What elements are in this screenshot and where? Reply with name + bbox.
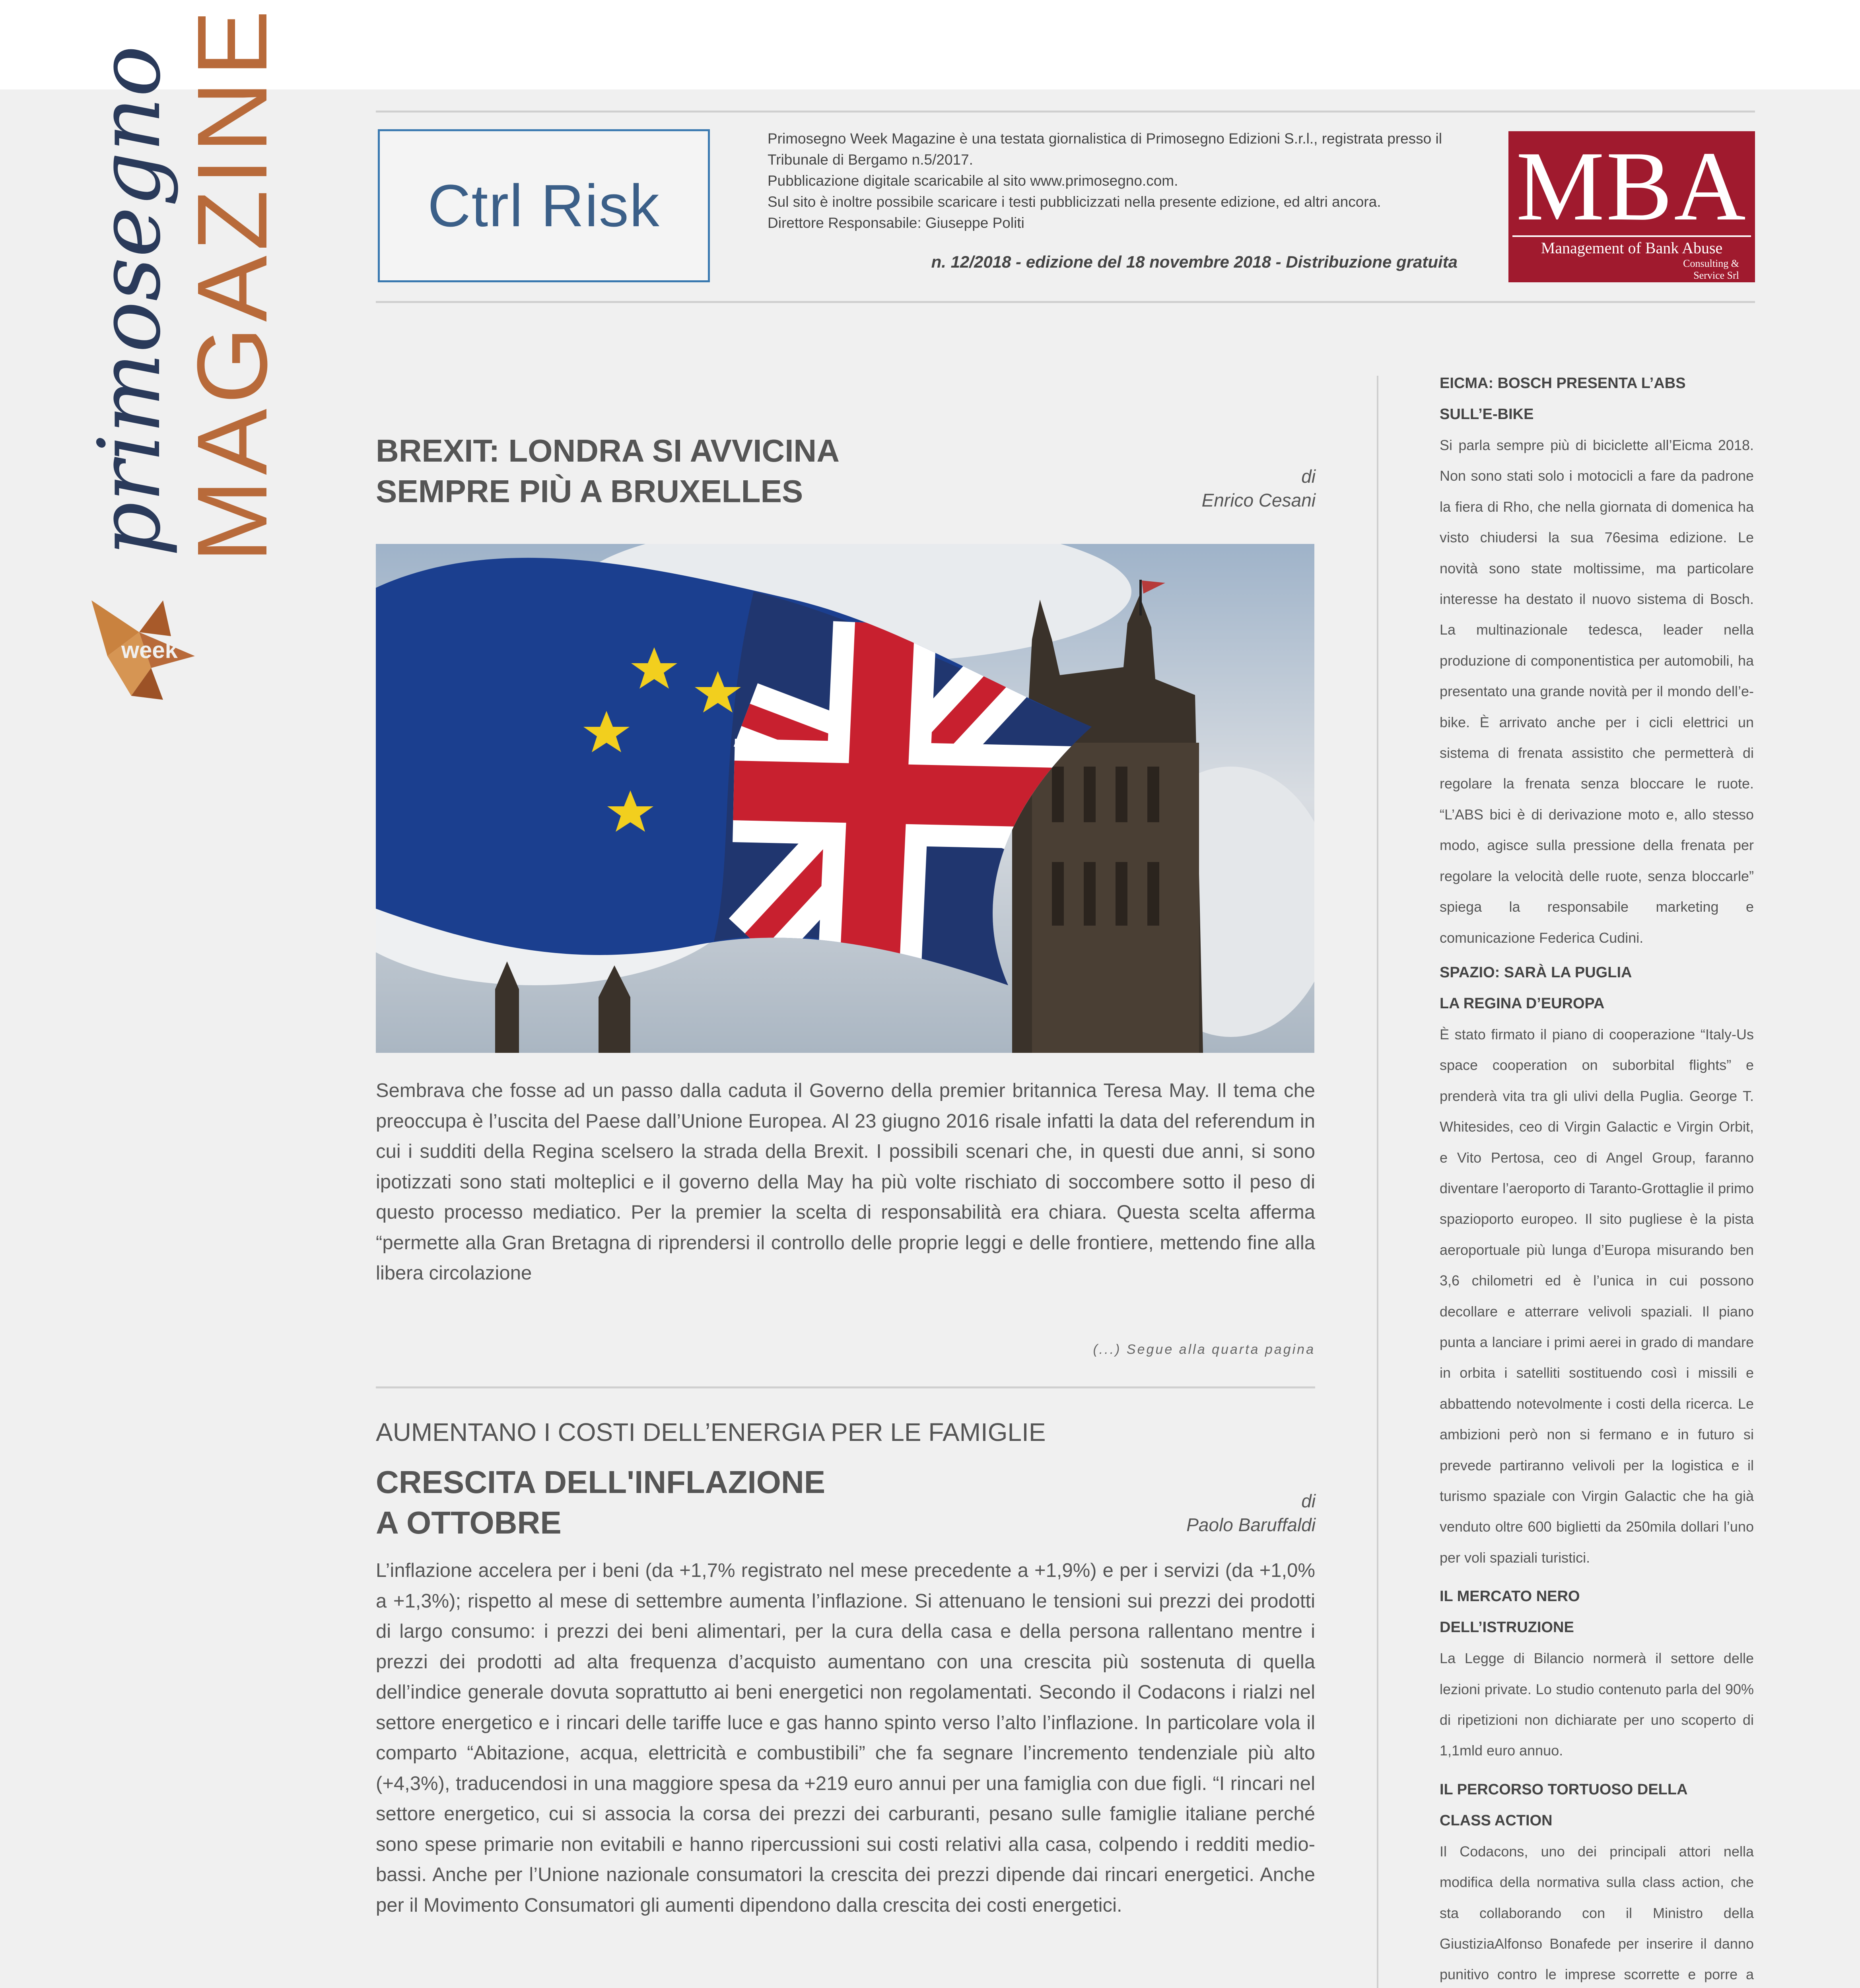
byline-author: Paolo Baruffaldi (1186, 1514, 1316, 1535)
article-body: L’inflazione accelera per i beni (da +1,7% registrato nel mese precedente a +1,9%) e per i servizi (da +1,0% a +1,3%); rispetto al mese di settembre aumenta l’inflazione. Si attenuano le tensioni sui prezzi dei prodotti di largo consumo: i prezzi dei beni alimentari, per la cura della casa e della persona rallentano mentre i prezzi dei prodotti ad alta frequenza d’acquisto aumentano con una crescita più sostenuta di quella dell’indice generale dovuta soprattutto ai beni energetici non regolamentati. Secondo il Codacons i rialzi nel settore energetico e i rincari delle tariffe luce e gas hanno spinto verso l’alto l’inflazione. In particolare vola il comparto “Abitazione, acqua, elettricità e combustibili” che fa segnare l’incremento tendenziale più alto (+4,3%), traducendosi in una maggiore spesa da +219 euro annui per una famiglia con due figli. “I rincari nel settore energetico, cui si associa la corsa dei prezzi dei carburanti, pesano sulle famiglie italiane perché sono spese primarie non evitabili e hanno ripercussioni sui costi relativi alla casa, colpendo i redditi medio-bassi. Anche per l’Unione nazionale consumatori la crescita dei prezzi dipende dai rincari energetici. Anche per il Movimento Consumatori gli aumenti dipendono dalla crescita dei costi energetici. (376, 1560, 1315, 1916)
logo-week-text: week (121, 637, 178, 663)
header-bottom-rule (376, 301, 1755, 303)
headline-line: A OTTOBRE (376, 1505, 562, 1540)
ctrl-risk-logo (378, 129, 710, 282)
article-divider (376, 1386, 1315, 1388)
publication-info (768, 128, 1467, 233)
byline-di: di (1301, 1491, 1316, 1511)
news-sidebar (1440, 368, 1754, 1988)
sidebar-heading (1440, 957, 1754, 1019)
sidebar-text: Si parla sempre più di biciclette all’Eicma 2018. Non sono stati solo i motocicli a fare da padrone la fiera di Rho, che nella giornata di domenica ha visto chiudersi la sua 76esima edizione. Le novità sono state moltissime, ma particolare interesse ha destato il nuovo sistema di Bosch. La multinazionale tedesca, leader nella produzione di componentistica per automobili, ha presentato una grande novità per il mondo dell’e-bike. È arrivato anche per i cicli elettrici un sistema di frenata assistito che permetterà di regolare la frenata senza bloccare le ruote. “L’ABS bici è di derivazione moto e, allo stesso modo, agisce sulla pressione della frenata per regolare la velocità delle ruote, senza bloccarle” spiega la responsabile marketing e comunicazione Federica Cudini. (1440, 437, 1754, 946)
info-line: Direttore Responsabile: Giuseppe Politi (768, 215, 1024, 231)
headline-line: SEMPRE PIÙ A BRUXELLES (376, 474, 803, 509)
article-kicker: AUMENTANO I COSTI DELL’ENERGIA PER LE FAMIGLIE (376, 1418, 1046, 1446)
continued-note: (...) Segue alla quarta pagina (1093, 1342, 1315, 1357)
sidebar-text: È stato firmato il piano di cooperazione “Italy-Us space cooperation on suborbital flights” e prenderà vita tra gli ulivi della Puglia. George T. Whitesides, ceo di Virgin Galactic e Virgin Orbit, e Vito Pertosa, ceo di Angel Group, faranno diventare l’aeroporto di Taranto-Grottaglie il primo spazioporto europeo. Il sito pugliese è la pista aeroportuale più lunga d’Europa misurando ben 3,6 chilometri ed è l’unica in cui possono decollare e atterrare velivoli spaziali. Il piano punta a lanciare i primi aerei in grado di mandare in orbita i satelliti sostituendo così i missili e abbattendo notevolmente i costi della ricerca. Le ambizioni però non si fermano e in futuro si prevede partiranno velivoli per la logistica e il turismo spaziale con Virgin Galactic che ha già venduto oltre 600 biglietti da 250mila dollari l’uno per voli spaziali turistici. (1440, 1026, 1754, 1566)
sidebar-heading-line: SPAZIO: SARÀ LA PUGLIA (1440, 964, 1632, 981)
edition-line: n. 12/2018 - edizione del 18 novembre 2018 - Distribuzione gratuita (931, 252, 1458, 271)
mba-logo-letters: MBA (1516, 131, 1747, 241)
header-top-rule (376, 111, 1755, 113)
article-byline (1074, 464, 1316, 512)
article-headline (376, 431, 1131, 512)
info-line: Pubblicazione digitale scaricabile al sito www.primosegno.com. (768, 173, 1178, 189)
sidebar-heading (1440, 1581, 1754, 1643)
sidebar-heading (1440, 368, 1754, 430)
sidebar-heading-line: SULL’E-BIKE (1440, 406, 1534, 423)
sidebar-heading (1440, 1774, 1754, 1836)
headline-line: BREXIT: LONDRA SI AVVICINA (376, 433, 840, 468)
magazine-vertical-title: MAGAZINE (177, 5, 288, 563)
article-headline (376, 1462, 1131, 1543)
sidebar-heading-line: CLASS ACTION (1440, 1812, 1553, 1829)
brexit-flag-photo (376, 544, 1314, 1053)
headline-line: CRESCITA DELL'INFLAZIONE (376, 1464, 826, 1500)
sidebar-text: Il Codacons, uno dei principali attori nella modifica della normativa sulla class action, che sta collaborando con il Ministro della GiustiziaAlfonso Bonafede per inserire il danno punitivo contro le imprese scorrette e porre a (1440, 1843, 1754, 1983)
primosegno-wordmark: primosegno (80, 45, 179, 557)
sidebar-text: La Legge di Bilancio normerà il settore delle lezioni private. Lo studio contenuto parla del 90% di ripetizioni non dichiarate per uno scoperto di 1,1mld euro annuo. (1440, 1650, 1754, 1759)
sidebar-divider (1377, 376, 1378, 1988)
byline-di: di (1301, 466, 1316, 487)
mba-logo-service (1683, 258, 1739, 282)
mba-logo-subtitle: Management of Bank Abuse (1512, 235, 1751, 257)
article-byline (1074, 1489, 1316, 1537)
sidebar-heading-line: LA REGINA D’EUROPA (1440, 995, 1605, 1012)
info-line: Sul sito è inoltre possibile scaricare i testi pubblicizzati nella presente edizione, ed altri ancora. (768, 194, 1381, 210)
ctrl-risk-logo-text: Ctrl Risk (428, 172, 660, 239)
week-origami-logo-icon (84, 577, 203, 704)
byline-author: Enrico Cesani (1201, 490, 1316, 511)
article-body: Sembrava che fosse ad un passo dalla caduta il Governo della premier britannica Teresa May. Il tema che preoccupa è l’uscita del Paese dall’Unione Europea. Al 23 giugno 2016 risale infatti la data del referendum in cui i sudditi della Regina scelsero la strada della Brexit. I possibili scenari che, in questi due anni, si sono ipotizzati sono stati molteplici e il governo della May ha più volte rischiato di soccombere sotto il peso di questo processo mediatico. Per la premier la scelta di responsabilità era chiara. Questa scelta afferma “permette alla Gran Bretagna di riprendersi il controllo delle proprie leggi e delle frontiere, mettendo fine alla libera circolazione (376, 1080, 1315, 1284)
sidebar-heading-line: DELL’ISTRUZIONE (1440, 1619, 1574, 1636)
mba-logo (1508, 131, 1755, 282)
mba-service-line: Consulting & (1683, 258, 1739, 269)
info-line: Primosegno Week Magazine è una testata giornalistica di Primosegno Edizioni S.r.l., registrata presso il Tribunale di Bergamo n.5/2017. (768, 130, 1442, 168)
sidebar-heading-line: IL MERCATO NERO (1440, 1588, 1580, 1605)
sidebar-heading-line: IL PERCORSO TORTUOSO DELLA (1440, 1781, 1688, 1798)
sidebar-heading-line: EICMA: BOSCH PRESENTA L’ABS (1440, 375, 1686, 392)
mba-service-line: Service Srl (1693, 270, 1739, 281)
